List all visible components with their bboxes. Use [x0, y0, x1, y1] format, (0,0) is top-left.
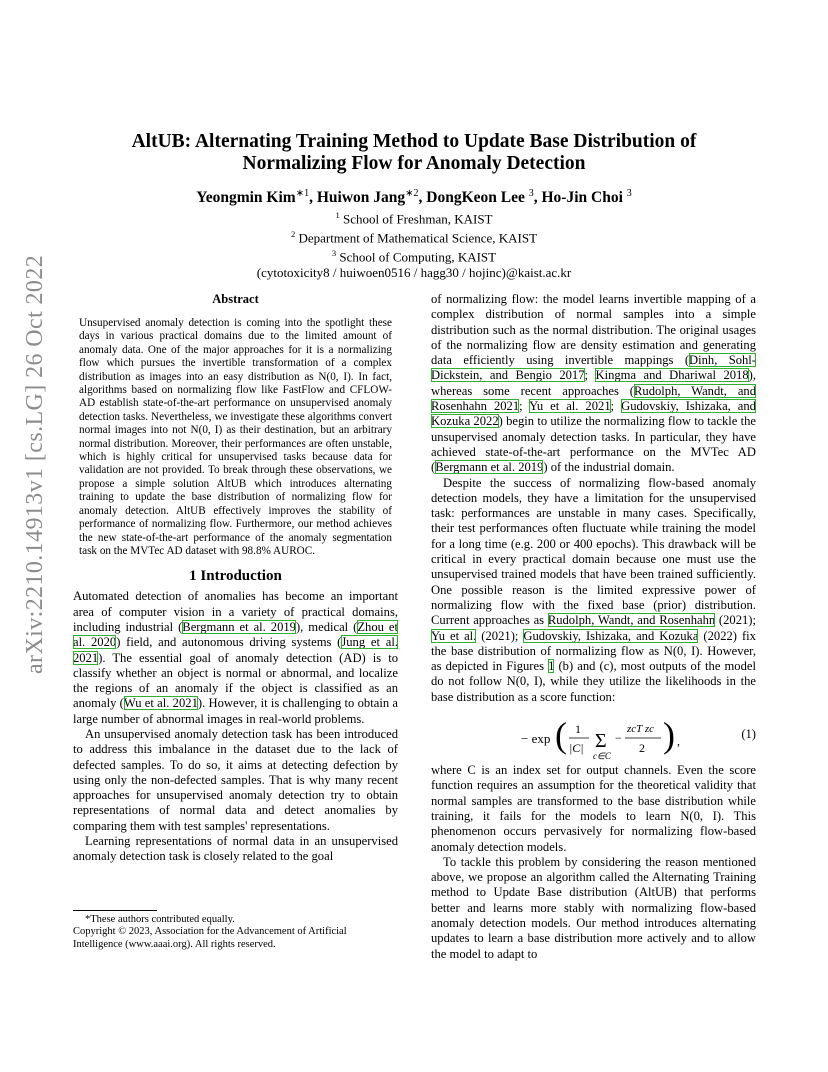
- equation-sum-index: c∈C: [593, 751, 611, 762]
- equation-numerator: 1: [575, 722, 581, 737]
- footnote-rule: [73, 910, 157, 911]
- equation-term-numerator: zcT zc: [627, 723, 654, 736]
- right-column: [431, 292, 756, 962]
- left-column: [73, 292, 398, 865]
- citation-link[interactable]: Bergmann et al. 2019: [182, 619, 296, 634]
- footnote-equal-contribution: *These authors contributed equally.: [85, 914, 235, 925]
- citation-link[interactable]: Rudolph, Wandt, and Rosenhahn: [547, 613, 716, 628]
- right-paragraph-2: Despite the success of normalizing flow-based anomaly detection models, they have a limitation for the unsupervised task: performances are unstable in many cases. Specifically, their test performances often fluctuate while training the model for a long time (e.g. 200 or 400 epochs). This drawback will be critical in every practical domain because one must use the unsupervised trained models that have been trained sufficiently. One possible reason is the limited expressive power of normalizing flow with the fixed base (prior) distribution. Current approaches as Rudolph, Wandt, and Rosenhahn (2021); Yu et al. (2021); Gudovskiy, Ishizaka, and Kozuka (2022) fix the base distribution of normalizing flow as N(0, I). However, as depicted in Figures 1 (b) and (c), most outputs of the model do not follow N(0, I), while they utilize the likelihoods in the base distribution as a score function:: [431, 475, 756, 704]
- equation-1: [431, 709, 756, 762]
- svg-text:−: −: [615, 731, 622, 746]
- author-name: Ho-Jin Choi: [541, 189, 623, 207]
- arxiv-stamp-text: arXiv:2210.14913v1 [cs.LG] 26 Oct 2022: [22, 254, 48, 674]
- arxiv-identifier: [16, 254, 56, 690]
- citation-link[interactable]: Dinh, Sohl-Dickstein, and Bengio 2017: [431, 353, 757, 383]
- author-mark: ∗2: [405, 188, 419, 199]
- author-list: Yeongmin Kim$^{∗1}$, Huiwon Jang$^{∗2}$, DongKeon Lee $^3$, Ho-Jin Choi $^3$: [196, 188, 632, 207]
- right-paragraph-3: where C is an index set for output channels. Even the score function requires an assumption for the theoretical validity that normal samples are transformed to the base distribution while training, it fails for the models to learn N(0, I). This phenomenon occurs pervasively for normalizing flow-based anomaly detection models.: [431, 763, 756, 854]
- citation-link[interactable]: Kingma and Dhariwal 2018: [595, 368, 749, 383]
- intro-paragraph-2: An unsupervised anomaly detection task has been introduced to address this imbalance in the dataset due to the lack of defected samples. To do so, it aims at detecting defection by using only the non-defected samples. That is why many recent approaches for unsupervised anomaly detection try to obtain representations of normal data and detect anomalies by comparing them with test samples' representations.: [73, 726, 398, 833]
- author-mark: ∗1: [295, 188, 310, 199]
- svg-text:): ): [663, 717, 675, 756]
- citation-link[interactable]: Gudovskiy, Ishizaka, and Kozuka 2022: [431, 399, 756, 429]
- author-emails: (cytotoxicity8 / huiwoen0516 / hagg30 / hojinc)@kaist.ac.kr: [256, 264, 572, 280]
- svg-text:,: ,: [677, 734, 680, 749]
- author-name: DongKeon Lee: [426, 189, 525, 207]
- author-mark: 3: [626, 188, 632, 199]
- affiliation-line: $^2$ Department of Mathematical Science, KAIST: [290, 228, 538, 246]
- abstract-heading: Abstract: [212, 292, 259, 306]
- paper-title: [60, 131, 768, 175]
- right-paragraph-1: of normalizing flow: the model learns invertible mapping of a complex distribution of normal samples into a simple distribution such as the normal distribution. The original usages of the normalizing flow are density estimation and generating data efficiently using invertible mappings (Dinh, Sohl-Dickstein, and Bengio 2017; Kingma and Dhariwal 2018), whereas some recent approaches (Rudolph, Wandt, and Rosenhahn 2021; Yu et al. 2021; Gudovskiy, Ishizaka, and Kozuka 2022) begin to utilize the normalizing flow to tackle the unsupervised anomaly detection tasks. In particular, they have achieved state-of-the-art performance on the MVTec AD (Bergmann et al. 2019) of the industrial domain.: [431, 292, 757, 475]
- affiliation-line: $^3$ School of Computing, KAIST: [331, 247, 497, 265]
- author-mark: 3: [528, 188, 534, 199]
- equation-formula: [521, 717, 691, 763]
- citation-link[interactable]: Jung et al. 2021: [73, 635, 398, 665]
- citation-link[interactable]: Yu et al. 2021: [529, 399, 611, 414]
- citation-link[interactable]: Rudolph, Wandt, and Rosenhahn 2021: [431, 383, 756, 414]
- footnotes: [73, 914, 398, 951]
- svg-text:(: (: [555, 717, 567, 756]
- affiliations: [60, 208, 768, 280]
- citation-link[interactable]: Yu et al.: [431, 628, 477, 643]
- author-name: Yeongmin Kim: [196, 189, 296, 207]
- footnote-copyright: Copyright © 2023, Association for the Advancement of Artificial Intelligence (www.aaai.org). All rights reserved.: [73, 926, 347, 950]
- equation-denominator: |C|: [569, 741, 584, 756]
- right-paragraph-4: To tackle this problem by considering the reason mentioned above, we propose an algorithm called the Alternating Training method to Update Base distribution (AltUB) that performs better and learns more stably with normalizing flow-based anomaly detection models. Our method introduces alternating updates to learn a base distribution more actively and to allow the model to adapt to: [431, 854, 756, 961]
- title-line-2: Normalizing Flow for Anomaly Detection: [242, 153, 586, 174]
- citation-link[interactable]: Gudovskiy, Ishizaka, and Kozuka: [523, 628, 699, 643]
- intro-paragraph-3: Learning representations of normal data in an unsupervised anomaly detection task is closely related to the goal: [73, 834, 398, 864]
- citation-link[interactable]: Bergmann et al. 2019: [435, 460, 544, 475]
- title-line-1: AltUB: Alternating Training Method to Update Base Distribution of: [131, 131, 697, 152]
- section-heading-introduction: 1 Introduction: [189, 568, 282, 585]
- abstract-text: Unsupervised anomaly detection is coming into the spotlight these days in various practical domains due to the limited amount of anomaly data. One of the major approaches for it is a normalizing flow which pursues the invertible transformation of a complex distribution as images into an easy distribution as N(0, I). In fact, algorithms based on normalizing flow like FastFlow and CFLOW-AD establish state-of-the-art performance on unsupervised anomaly detection tasks. Nevertheless, we investigate these algorithms convert normal images into not N(0, I) as their destination, but an arbitrary normal distribution. Moreover, their performances are often unstable, which is highly critical for unsupervised tasks because data for validation are not provided. To break through these observations, we propose a simple solution AltUB which introduces alternating training to update the base distribution of normalizing flow for anomaly detection. AltUB effectively improves the stability of performance of normalizing flow. Furthermore, our method achieves the new state-of-the-art performance of the anomaly segmentation task on the MVTec AD dataset with 98.8% AUROC.: [79, 317, 392, 557]
- citation-link[interactable]: Wu et al. 2021: [123, 696, 198, 711]
- equation-sum: Σ: [595, 730, 607, 753]
- equation-number: (1): [741, 727, 756, 742]
- intro-paragraph-1: Automated detection of anomalies has become an important area of computer vision in a variety of practical domains, including industrial (Bergmann et al. 2019), medical (Zhou et al. 2020) field, and autonomous driving systems (Jung et al. 2021). The essential goal of anomaly detection (AD) is to classify whether an object is normal or abnormal, and localize the regions of an anomaly if the object is classified as an anomaly (Wu et al. 2021). However, it is challenging to obtain a large number of abnormal images in real-world problems.: [73, 589, 398, 726]
- figure-reference-link[interactable]: 1: [548, 659, 555, 674]
- equation-term-denominator: 2: [639, 741, 645, 756]
- author-name: Huiwon Jang: [316, 189, 406, 207]
- affiliation-line: $^1$ School of Freshman, KAIST: [335, 210, 493, 227]
- citation-link[interactable]: Zhou et al. 2020: [73, 619, 398, 650]
- equation-prefix: − exp: [521, 731, 551, 747]
